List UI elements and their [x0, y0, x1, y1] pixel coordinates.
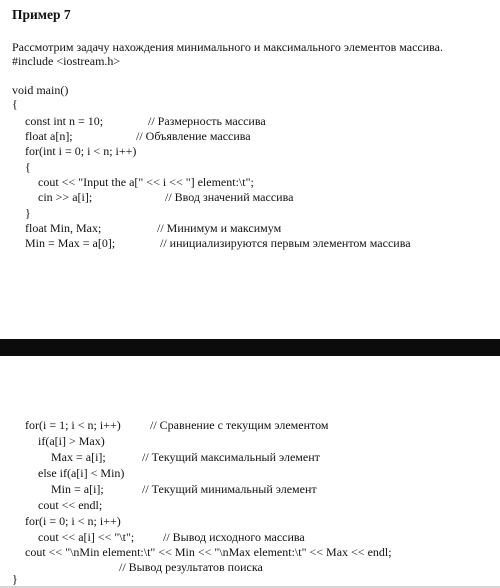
code-line: cin >> a[i];: [38, 190, 93, 204]
code-line: cout << "Input the a[" << i << "] element:\t";: [38, 175, 254, 189]
code-line: void main(): [12, 83, 69, 97]
code-line: Min = a[i];: [51, 482, 104, 496]
code-line: cout << endl;: [38, 498, 103, 512]
code-line: for(int i = 0; i < n; i++): [25, 144, 137, 158]
code-comment: // Вывод результатов поиска: [119, 560, 263, 574]
code-comment: // Сравнение с текущим элементом: [150, 418, 329, 432]
code-line: float Min, Max;: [25, 221, 102, 235]
page-divider-bar: [0, 339, 500, 356]
code-comment: // инициализируются первым элементом массива: [160, 236, 411, 250]
code-comment: // Ввод значений массива: [165, 190, 294, 204]
code-comment: // Минимум и максимум: [157, 221, 282, 235]
code-line: else if(a[i] < Min): [38, 466, 125, 480]
code-comment: // Текущий минимальный элемент: [142, 482, 317, 496]
code-line: float a[n];: [25, 129, 73, 143]
code-line: for(i = 0; i < n; i++): [25, 514, 121, 528]
example-title: Пример 7: [12, 7, 71, 22]
code-line: {: [25, 160, 31, 174]
code-line: }: [25, 206, 31, 220]
code-comment: // Текущий максимальный элемент: [142, 450, 320, 464]
code-line: Min = Max = a[0];: [25, 236, 116, 250]
code-comment: // Вывод исходного массива: [163, 530, 305, 544]
code-line: const int n = 10;: [25, 114, 104, 128]
code-line: for(i = 1; i < n; i++): [25, 418, 121, 432]
code-line: }: [12, 572, 18, 586]
code-comment: // Объявление массива: [136, 129, 251, 143]
code-line: cout << a[i] << "\t";: [38, 530, 135, 544]
include-line: #include <iostream.h>: [12, 54, 121, 68]
code-line: Max = a[i];: [51, 450, 106, 464]
intro-text: Рассмотрим задачу нахождения минимального и максимального элементов массива.: [12, 40, 444, 54]
code-line: {: [12, 97, 18, 111]
code-line: if(a[i] > Max): [38, 434, 105, 448]
code-line: cout << "\nMin element:\t" << Min << "\nMax element:\t" << Max << endl;: [25, 545, 392, 559]
code-comment: // Размерность массива: [148, 114, 266, 128]
